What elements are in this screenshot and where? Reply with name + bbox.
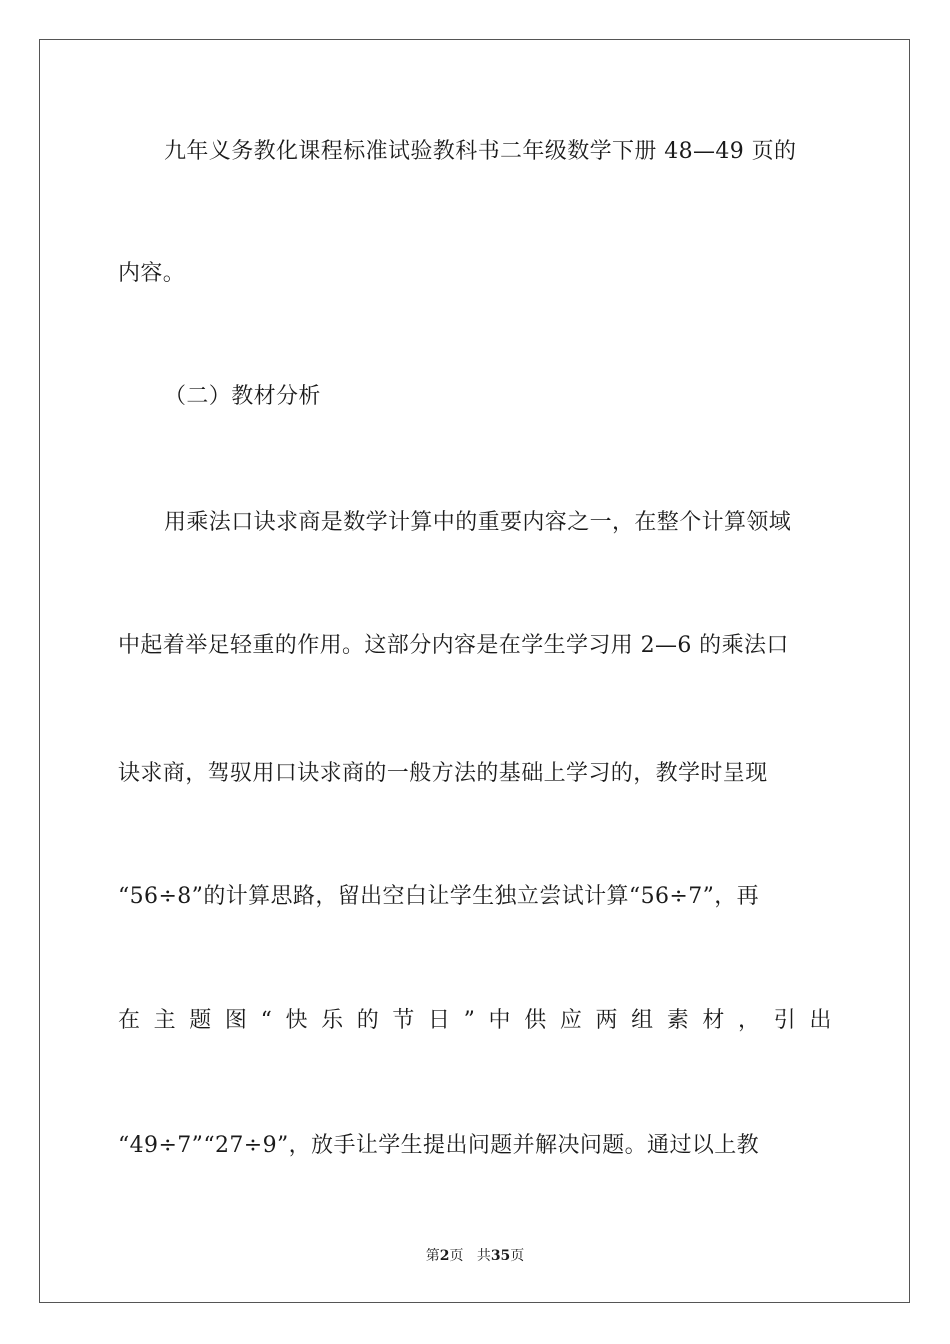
paragraph-line: 九年义务教化课程标准试验教科书二年级数学下册 48—49 页的 [164,139,797,164]
justified-char: 供 [524,1008,547,1033]
paragraph-line: 用乘法口诀求商是数学计算中的重要内容之一，在整个计算领域 [164,510,792,535]
paragraph-line-justified [118,1006,832,1036]
justified-char: 的 [356,1008,380,1033]
footer-page-total: 35 [490,1248,511,1264]
paragraph-line: “49÷7”“27÷9”，放手让学生提出问题并解决问题。通过以上教 [118,1133,760,1158]
footer-page-current: 2 [439,1248,450,1264]
justified-char: ， [738,1008,761,1033]
justified-char: 快 [285,1008,308,1033]
justified-char: 中 [488,1008,511,1033]
justified-char: 应 [559,1008,583,1033]
justified-char: 素 [666,1008,690,1033]
justified-char: 主 [153,1008,177,1033]
justified-char: 乐 [321,1008,344,1033]
paragraph-line: 内容。 [118,261,186,286]
justified-char: 日 [428,1008,451,1033]
page-footer [0,1246,950,1266]
justified-char: ” [463,1008,476,1033]
paragraph-line: 中起着举足轻重的作用。这部分内容是在学生学习用 2—6 的乘法口 [118,633,789,658]
section-heading: （二）教材分析 [164,384,321,409]
footer-total-unit: 页 [510,1248,525,1264]
justified-char: 图 [224,1008,248,1033]
paragraph-line: 诀求商，驾驭用口诀求商的一般方法的基础上学习的，教学时呈现 [118,761,768,786]
justified-char: 引 [773,1008,797,1033]
justified-char: 题 [189,1008,212,1033]
justified-char: 出 [809,1008,832,1033]
justified-char: 组 [631,1008,654,1033]
paragraph-line: “56÷8”的计算思路，留出空白让学生独立尝试计算“56÷7”，再 [118,884,760,909]
footer-page-unit: 页 [449,1248,464,1264]
justified-char: 节 [392,1008,415,1033]
footer-page-prefix: 第 [425,1248,440,1264]
justified-char: 材 [702,1008,725,1033]
page-border [39,39,910,1303]
footer-total-prefix: 共 [476,1248,491,1264]
justified-char: 在 [118,1008,141,1033]
justified-char: 两 [595,1008,618,1033]
justified-char: “ [260,1008,273,1033]
